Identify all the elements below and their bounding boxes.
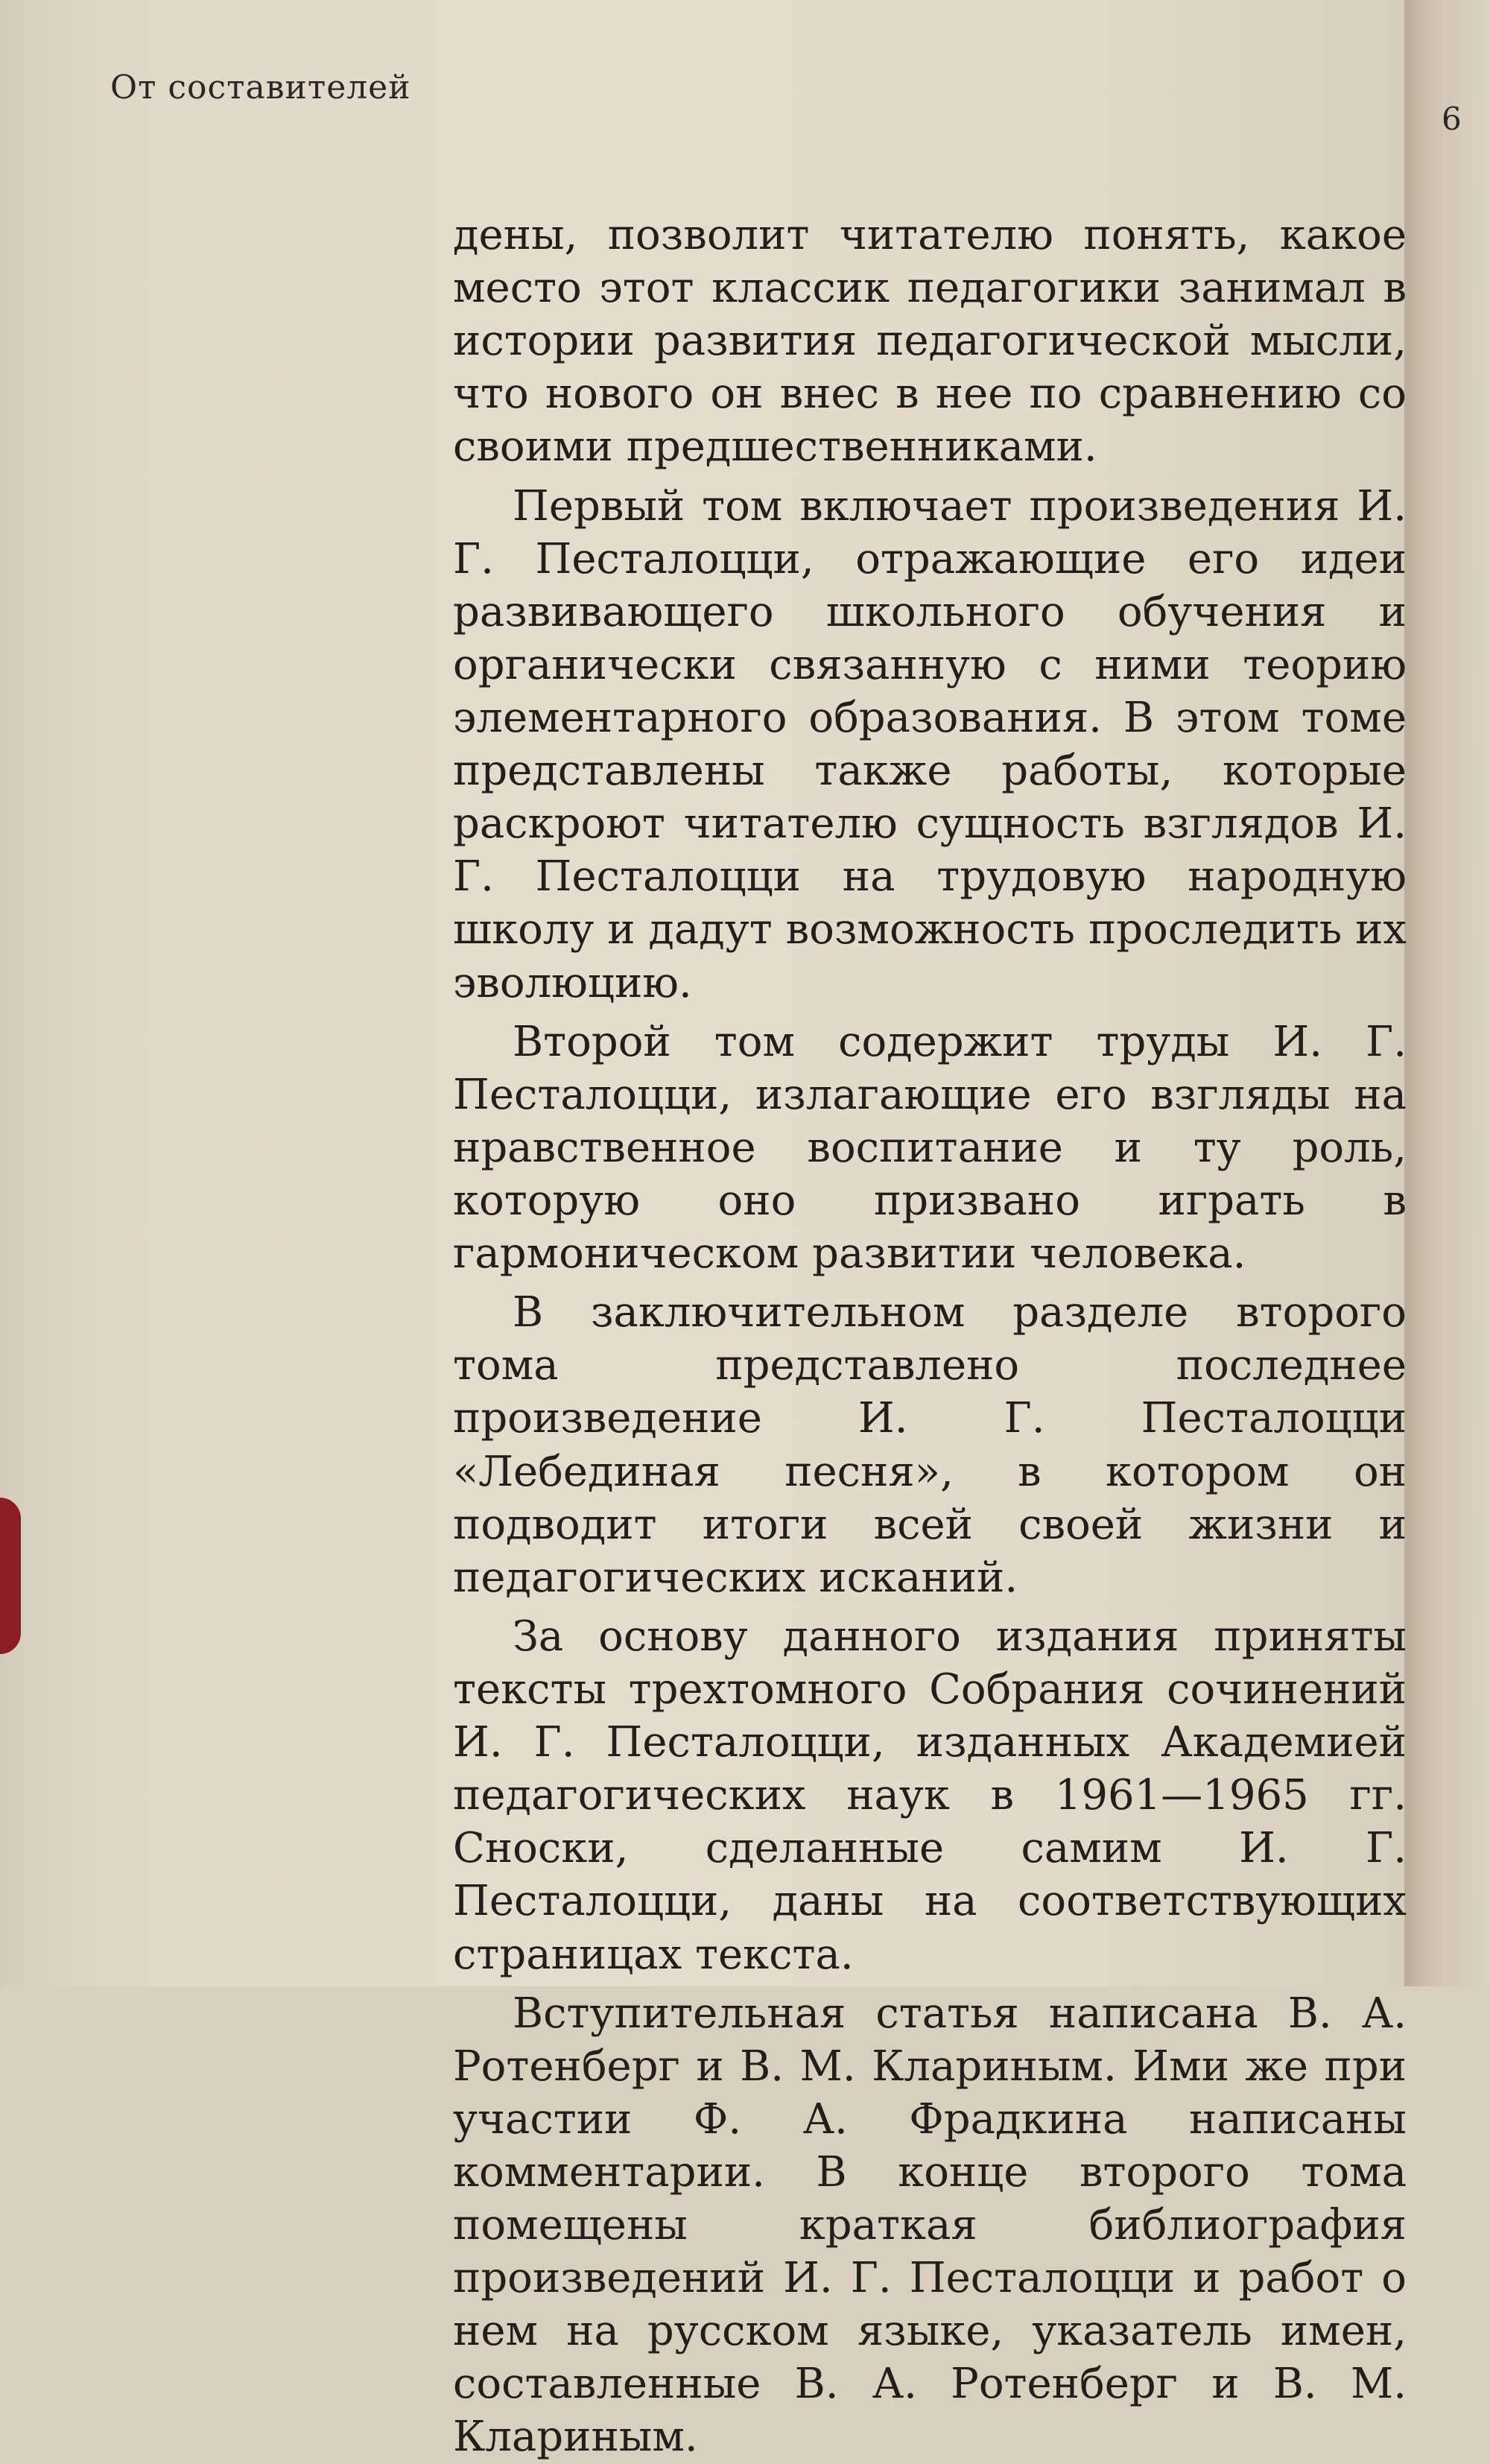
body-text	[453, 209, 1407, 2462]
paragraph-1: дены, позволит читателю понять, какое место этот классик педагогики занимал в истории развития педагогической мысли, что нового он внес в нее по сравнению со своими предшественниками.	[453, 211, 1407, 472]
red-edge-object	[0, 1498, 21, 1654]
paragraph-3: Второй том содержит труды И. Г. Песталоцци, излагающие его взгляды на нравственное воспитание и ту роль, которую оно призвано играть в гармоническом развитии человека.	[453, 1017, 1407, 1279]
paragraph-4: В заключительном разделе второго тома представлено последнее произведение И. Г. Песталоцци «Лебединая песня», в котором он подводит итоги всей своей жизни и педагогических исканий.	[453, 1288, 1407, 1602]
paragraph-5: За основу данного издания приняты тексты трехтомного Собрания сочинений И. Г. Песталоцци, изданных Академией педагогических наук в 1961—1965 гг. Сноски, сделанные самим И. Г. Песталоцци, даны на соответствующих страницах текста.	[453, 1612, 1407, 1979]
running-head: От составителей	[110, 69, 411, 107]
page-edge-shadow	[1404, 0, 1490, 1986]
paragraph-2: Первый том включает произведения И. Г. Песталоцци, отражающие его идеи развивающего школьного обучения и органически связанную с ними теорию элементарного образования. В этом томе представлены также работы, которые раскроют читателю сущность взглядов И. Г. Песталоцци на трудовую народную школу и дадут возможность проследить их эволюцию.	[453, 481, 1407, 1007]
paragraph-6: Вступительная статья написана В. А. Ротенберг и В. М. Клариным. Ими же при участии Ф. А. Фрадкина написаны комментарии. В конце второго тома помещены краткая библиография произведений И. Г. Песталоцци и работ о нем на русском языке, указатель имен, составленные В. А. Ротенберг и В. М. Клариным.	[453, 1989, 1407, 2462]
page-number: 6	[1442, 101, 1462, 137]
